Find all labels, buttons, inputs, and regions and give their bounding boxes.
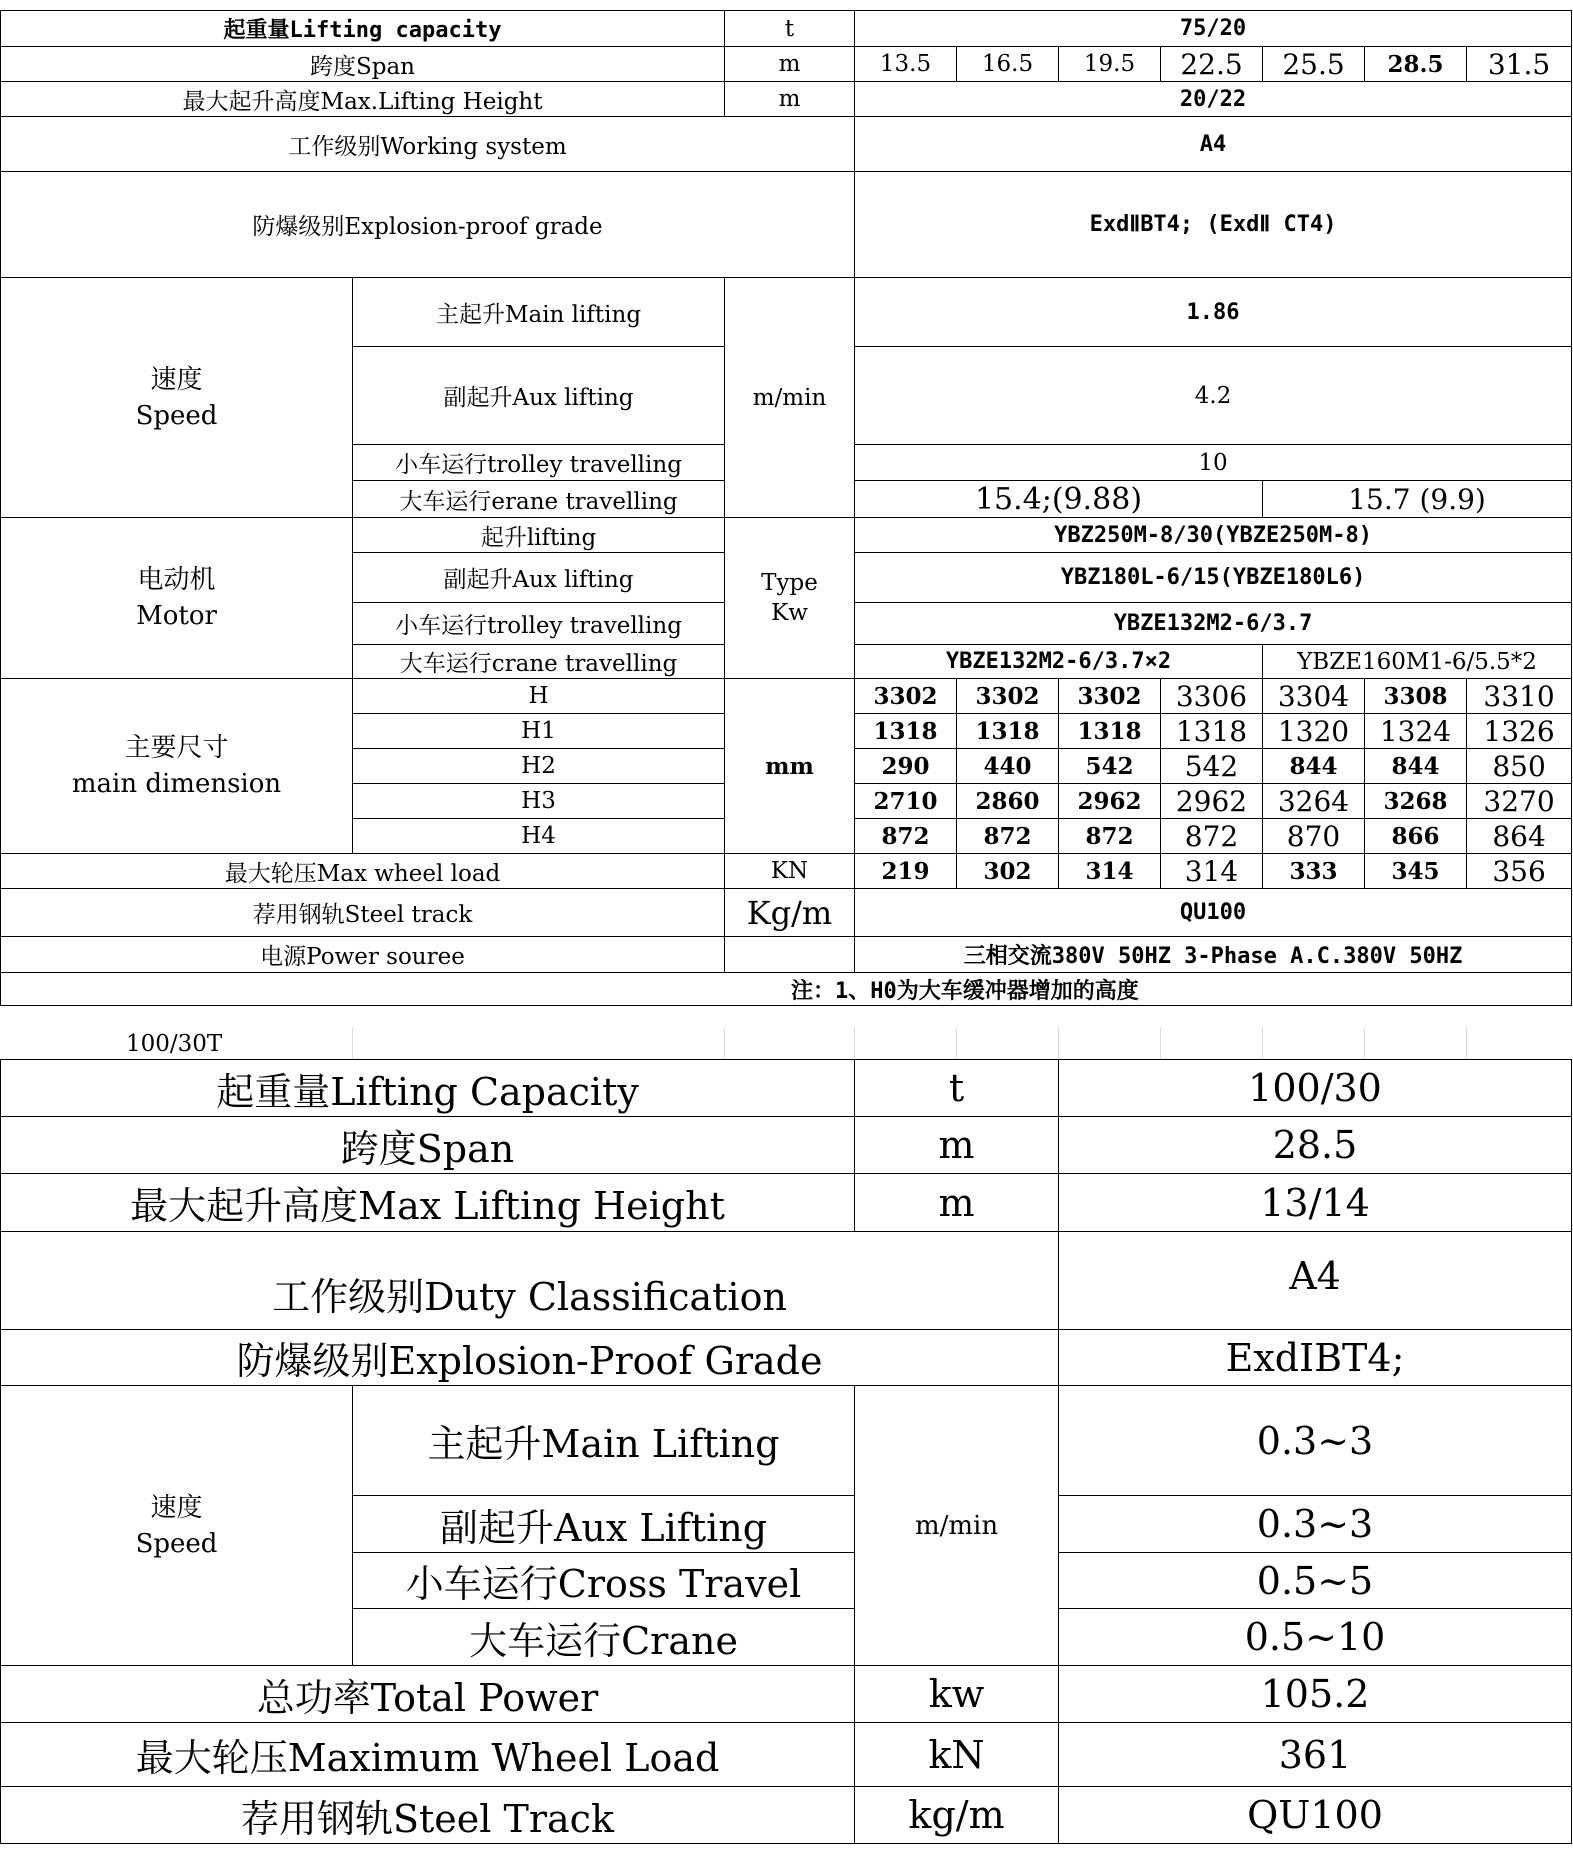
speed-trolley-value: 10 bbox=[855, 445, 1572, 481]
lifting-capacity-unit: t bbox=[725, 11, 855, 47]
t2-speed-cross-value: 0.5~5 bbox=[1059, 1553, 1572, 1609]
dim-value: 872 bbox=[957, 819, 1059, 854]
speed-crane-value-a: 15.4;(9.88) bbox=[855, 481, 1263, 518]
dim-value: 872 bbox=[1059, 819, 1161, 854]
wheel-load-label: 最大轮压Max wheel load bbox=[1, 854, 725, 889]
power-unit-empty bbox=[725, 937, 855, 973]
speed-group-en: Speed bbox=[135, 400, 218, 431]
row-wheel-load bbox=[1, 854, 1572, 889]
t2-lifting-capacity-value: 100/30 bbox=[1059, 1060, 1572, 1117]
span-label: 跨度Span bbox=[1, 47, 725, 82]
wheel-load-value: 333 bbox=[1263, 854, 1365, 889]
speed-group-label bbox=[1, 278, 353, 518]
speed-crane-label: 大车运行erane travelling bbox=[353, 481, 725, 518]
t2-speed-group-cn: 速度 bbox=[150, 1492, 203, 1523]
dim-value: 542 bbox=[1161, 749, 1263, 784]
power-label: 电源Power souree bbox=[1, 937, 725, 973]
wheel-load-unit: KN bbox=[725, 854, 855, 889]
dim-value: 1318 bbox=[855, 714, 957, 749]
steel-track-value: QU100 bbox=[855, 889, 1572, 937]
speed-group-cn: 速度 bbox=[150, 364, 203, 395]
speed-aux-value: 4.2 bbox=[855, 347, 1572, 445]
motor-group-en: Motor bbox=[136, 601, 217, 631]
note-text: 注：1、H0为大车缓冲器增加的高度 bbox=[1, 973, 1572, 1006]
speed-unit: m/min bbox=[725, 278, 855, 518]
t2-total-power-label: 总功率Total Power bbox=[1, 1666, 855, 1723]
t2-wheel-load-label: 最大轮压Maximum Wheel Load bbox=[1, 1723, 855, 1787]
dim-value: 1326 bbox=[1467, 714, 1572, 749]
dim-value: 844 bbox=[1263, 749, 1365, 784]
row2-lifting-capacity bbox=[1, 1060, 1572, 1117]
motor-crane-value-a: YBZE132M2-6/3.7×2 bbox=[855, 645, 1263, 679]
dim-value: 870 bbox=[1263, 819, 1365, 854]
dim-value: 3306 bbox=[1161, 679, 1263, 714]
motor-unit-kw: Kw bbox=[771, 600, 808, 626]
model-label: 100/30T bbox=[126, 1031, 223, 1057]
t2-steel-track-label: 荐用钢轨Steel Track bbox=[1, 1787, 855, 1844]
row2-explosion bbox=[1, 1330, 1572, 1386]
t2-max-height-unit: m bbox=[855, 1174, 1059, 1232]
dim-value: 850 bbox=[1467, 749, 1572, 784]
max-height-value: 20/22 bbox=[855, 82, 1572, 117]
row2-total-power bbox=[1, 1666, 1572, 1723]
motor-aux-label: 副起升Aux lifting bbox=[353, 553, 725, 603]
span-value: 25.5 bbox=[1263, 47, 1365, 82]
steel-track-unit: Kg/m bbox=[725, 889, 855, 937]
motor-crane-label: 大车运行crane travelling bbox=[353, 645, 725, 679]
max-height-label: 最大起升高度Max.Lifting Height bbox=[1, 82, 725, 117]
dim-value: 440 bbox=[957, 749, 1059, 784]
span-value: 22.5 bbox=[1161, 47, 1263, 82]
t2-speed-crane-value: 0.5~10 bbox=[1059, 1609, 1572, 1666]
t2-wheel-load-value: 361 bbox=[1059, 1723, 1572, 1787]
max-height-unit: m bbox=[725, 82, 855, 117]
t2-wheel-load-unit: kN bbox=[855, 1723, 1059, 1787]
wheel-load-value: 345 bbox=[1365, 854, 1467, 889]
dim-value: 3310 bbox=[1467, 679, 1572, 714]
dim-value: 3308 bbox=[1365, 679, 1467, 714]
speed-trolley-label: 小车运行trolley travelling bbox=[353, 445, 725, 481]
wheel-load-value: 314 bbox=[1161, 854, 1263, 889]
dim-value: 3302 bbox=[855, 679, 957, 714]
row2-span bbox=[1, 1117, 1572, 1174]
motor-lifting-label: 起升lifting bbox=[353, 518, 725, 553]
steel-track-label: 荐用钢轨Steel track bbox=[1, 889, 725, 937]
t2-total-power-value: 105.2 bbox=[1059, 1666, 1572, 1723]
row-motor-lifting bbox=[1, 518, 1572, 553]
t2-speed-unit: m/min bbox=[855, 1386, 1059, 1666]
dim-value: 2710 bbox=[855, 784, 957, 819]
row-lifting-capacity bbox=[1, 11, 1572, 47]
dim-value: 1320 bbox=[1263, 714, 1365, 749]
dim-label: H bbox=[353, 679, 725, 714]
power-value: 三相交流380V 50HZ 3-Phase A.C.380V 50HZ bbox=[855, 937, 1572, 973]
span-value: 31.5 bbox=[1467, 47, 1572, 82]
dim-value: 2962 bbox=[1161, 784, 1263, 819]
wheel-load-value: 314 bbox=[1059, 854, 1161, 889]
motor-crane-value-b: YBZE160M1-6/5.5*2 bbox=[1263, 645, 1572, 679]
t2-speed-aux-label: 副起升Aux Lifting bbox=[353, 1496, 855, 1553]
t2-explosion-label: 防爆级别Explosion-Proof Grade bbox=[1, 1330, 1059, 1386]
motor-trolley-label: 小车运行trolley travelling bbox=[353, 603, 725, 645]
row-note bbox=[1, 973, 1572, 1006]
row-max-height bbox=[1, 82, 1572, 117]
t2-speed-main-value: 0.3~3 bbox=[1059, 1386, 1572, 1496]
t2-duty-value: A4 bbox=[1059, 1232, 1572, 1330]
row2-duty bbox=[1, 1232, 1572, 1330]
t2-duty-label: 工作级别Duty Classification bbox=[1, 1232, 1059, 1330]
row2-speed-main bbox=[1, 1386, 1572, 1496]
t2-lifting-capacity-label: 起重量Lifting Capacity bbox=[1, 1060, 855, 1117]
speed-crane-value-b: 15.7 (9.9) bbox=[1263, 481, 1572, 518]
speed-main-label: 主起升Main lifting bbox=[353, 278, 725, 347]
dim-value: 542 bbox=[1059, 749, 1161, 784]
t2-explosion-value: ExdIBT4; bbox=[1059, 1330, 1572, 1386]
row-power bbox=[1, 937, 1572, 973]
dim-value: 2962 bbox=[1059, 784, 1161, 819]
row2-steel-track bbox=[1, 1787, 1572, 1844]
span-unit: m bbox=[725, 47, 855, 82]
t2-span-label: 跨度Span bbox=[1, 1117, 855, 1174]
span-value: 13.5 bbox=[855, 47, 957, 82]
dim-value: 3270 bbox=[1467, 784, 1572, 819]
dim-value: 290 bbox=[855, 749, 957, 784]
dim-value: 872 bbox=[855, 819, 957, 854]
t2-span-value: 28.5 bbox=[1059, 1117, 1572, 1174]
dim-value: 866 bbox=[1365, 819, 1467, 854]
t2-steel-track-unit: kg/m bbox=[855, 1787, 1059, 1844]
motor-lifting-value: YBZ250M-8/30(YBZE250M-8) bbox=[855, 518, 1572, 553]
dim-value: 3302 bbox=[957, 679, 1059, 714]
motor-aux-value: YBZ180L-6/15(YBZE180L6) bbox=[855, 553, 1572, 603]
explosion-grade-value: ExdⅡBT4; (ExdⅡ CT4) bbox=[855, 172, 1572, 278]
row-steel-track bbox=[1, 889, 1572, 937]
lifting-capacity-label: 起重量Lifting capacity bbox=[1, 11, 725, 47]
dim-value: 3264 bbox=[1263, 784, 1365, 819]
dim-label: H2 bbox=[353, 749, 725, 784]
speed-aux-label: 副起升Aux lifting bbox=[353, 347, 725, 445]
working-system-value: A4 bbox=[855, 117, 1572, 172]
t2-max-height-label: 最大起升高度Max Lifting Height bbox=[1, 1174, 855, 1232]
wheel-load-value: 219 bbox=[855, 854, 957, 889]
motor-group-label bbox=[1, 518, 353, 679]
spec-table-100-30 bbox=[0, 1059, 1572, 1844]
t2-speed-group-label bbox=[1, 1386, 353, 1666]
span-value: 19.5 bbox=[1059, 47, 1161, 82]
dim-value: 3302 bbox=[1059, 679, 1161, 714]
dim-value: 1318 bbox=[1161, 714, 1263, 749]
dimension-group-label bbox=[1, 679, 353, 854]
dim-value: 3268 bbox=[1365, 784, 1467, 819]
t2-steel-track-value: QU100 bbox=[1059, 1787, 1572, 1844]
t2-max-height-value: 13/14 bbox=[1059, 1174, 1572, 1232]
row-working-system bbox=[1, 117, 1572, 172]
t2-lifting-capacity-unit: t bbox=[855, 1060, 1059, 1117]
dim-value: 1324 bbox=[1365, 714, 1467, 749]
dim-value: 844 bbox=[1365, 749, 1467, 784]
dim-value: 1318 bbox=[1059, 714, 1161, 749]
dim-value: 2860 bbox=[957, 784, 1059, 819]
dim-label: H4 bbox=[353, 819, 725, 854]
row-dim-h bbox=[1, 679, 1572, 714]
wheel-load-value: 302 bbox=[957, 854, 1059, 889]
t2-speed-group-en: Speed bbox=[135, 1528, 218, 1559]
row-speed-main bbox=[1, 278, 1572, 347]
spec-table-75-20 bbox=[0, 10, 1572, 1006]
dim-label: H1 bbox=[353, 714, 725, 749]
dim-value: 1318 bbox=[957, 714, 1059, 749]
dim-value: 872 bbox=[1161, 819, 1263, 854]
speed-main-value: 1.86 bbox=[855, 278, 1572, 347]
motor-unit bbox=[725, 518, 855, 679]
dimension-group-cn: 主要尺寸 bbox=[124, 733, 229, 763]
row2-max-height bbox=[1, 1174, 1572, 1232]
t2-speed-aux-value: 0.3~3 bbox=[1059, 1496, 1572, 1553]
t2-span-unit: m bbox=[855, 1117, 1059, 1174]
motor-trolley-value: YBZE132M2-6/3.7 bbox=[855, 603, 1572, 645]
dimension-group-en: main dimension bbox=[71, 769, 282, 799]
lifting-capacity-value: 75/20 bbox=[855, 11, 1572, 47]
motor-unit-type: Type bbox=[761, 570, 818, 596]
t2-speed-crane-label: 大车运行Crane bbox=[353, 1609, 855, 1666]
dimension-unit: mm bbox=[725, 679, 855, 854]
dim-value: 864 bbox=[1467, 819, 1572, 854]
row-span bbox=[1, 47, 1572, 82]
span-value: 28.5 bbox=[1365, 47, 1467, 82]
explosion-grade-label: 防爆级别Explosion-proof grade bbox=[1, 172, 855, 278]
dim-label: H3 bbox=[353, 784, 725, 819]
t2-speed-cross-label: 小车运行Cross Travel bbox=[353, 1553, 855, 1609]
model-label-row bbox=[0, 1027, 1571, 1060]
t2-total-power-unit: kw bbox=[855, 1666, 1059, 1723]
row2-wheel-load bbox=[1, 1723, 1572, 1787]
wheel-load-value: 356 bbox=[1467, 854, 1572, 889]
row-explosion-grade bbox=[1, 172, 1572, 278]
working-system-label: 工作级别Working system bbox=[1, 117, 855, 172]
span-value: 16.5 bbox=[957, 47, 1059, 82]
motor-group-cn: 电动机 bbox=[137, 565, 216, 595]
dim-value: 3304 bbox=[1263, 679, 1365, 714]
t2-speed-main-label: 主起升Main Lifting bbox=[353, 1386, 855, 1496]
